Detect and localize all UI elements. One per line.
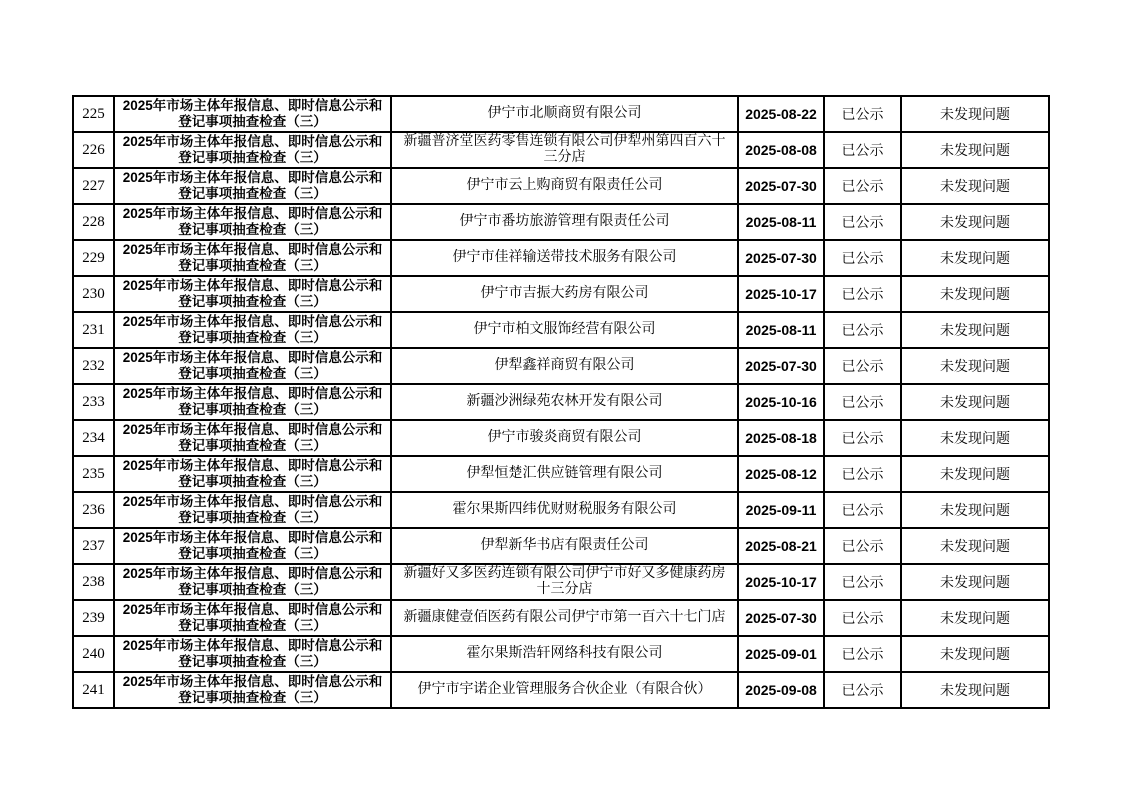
result-cell: 未发现问题: [901, 276, 1049, 312]
task-name-cell: 2025年市场主体年报信息、即时信息公示和登记事项抽查检查（三）: [114, 636, 391, 672]
table-row: [73, 672, 1049, 708]
row-number-cell: 226: [73, 132, 114, 168]
publish-date-cell: 2025-08-11: [738, 204, 824, 240]
company-name-cell: 伊宁市吉振大药房有限公司: [391, 276, 738, 312]
task-name-cell: 2025年市场主体年报信息、即时信息公示和登记事项抽查检查（三）: [114, 348, 391, 384]
result-cell: 未发现问题: [901, 456, 1049, 492]
publish-date-cell: 2025-08-22: [738, 96, 824, 132]
status-cell: 已公示: [824, 420, 901, 456]
result-cell: 未发现问题: [901, 132, 1049, 168]
company-name-cell: 新疆沙洲绿苑农林开发有限公司: [391, 384, 738, 420]
task-name-cell: 2025年市场主体年报信息、即时信息公示和登记事项抽查检查（三）: [114, 672, 391, 708]
table-row: [73, 96, 1049, 132]
row-number-cell: 238: [73, 564, 114, 600]
task-name-cell: 2025年市场主体年报信息、即时信息公示和登记事项抽查检查（三）: [114, 492, 391, 528]
publish-date-cell: 2025-08-21: [738, 528, 824, 564]
company-name-cell: 伊宁市番坊旅游管理有限责任公司: [391, 204, 738, 240]
status-cell: 已公示: [824, 600, 901, 636]
table-row: [73, 456, 1049, 492]
result-cell: 未发现问题: [901, 600, 1049, 636]
row-number-cell: 232: [73, 348, 114, 384]
row-number-cell: 230: [73, 276, 114, 312]
result-cell: 未发现问题: [901, 672, 1049, 708]
status-cell: 已公示: [824, 204, 901, 240]
publish-date-cell: 2025-08-12: [738, 456, 824, 492]
status-cell: 已公示: [824, 348, 901, 384]
publish-date-cell: 2025-09-11: [738, 492, 824, 528]
table-row: [73, 348, 1049, 384]
company-name-cell: 伊宁市云上购商贸有限责任公司: [391, 168, 738, 204]
publish-date-cell: 2025-10-17: [738, 276, 824, 312]
table-row: [73, 240, 1049, 276]
publish-date-cell: 2025-08-08: [738, 132, 824, 168]
table-row: [73, 276, 1049, 312]
result-cell: 未发现问题: [901, 348, 1049, 384]
publish-date-cell: 2025-09-08: [738, 672, 824, 708]
status-cell: 已公示: [824, 384, 901, 420]
status-cell: 已公示: [824, 456, 901, 492]
status-cell: 已公示: [824, 168, 901, 204]
status-cell: 已公示: [824, 492, 901, 528]
company-name-cell: 伊犁鑫祥商贸有限公司: [391, 348, 738, 384]
status-cell: 已公示: [824, 672, 901, 708]
company-name-cell: 霍尔果斯四纬优财财税服务有限公司: [391, 492, 738, 528]
publish-date-cell: 2025-09-01: [738, 636, 824, 672]
row-number-cell: 231: [73, 312, 114, 348]
task-name-cell: 2025年市场主体年报信息、即时信息公示和登记事项抽查检查（三）: [114, 204, 391, 240]
company-name-cell: 新疆好又多医药连锁有限公司伊宁市好又多健康药房十三分店: [391, 564, 738, 600]
task-name-cell: 2025年市场主体年报信息、即时信息公示和登记事项抽查检查（三）: [114, 240, 391, 276]
task-name-cell: 2025年市场主体年报信息、即时信息公示和登记事项抽查检查（三）: [114, 420, 391, 456]
result-cell: 未发现问题: [901, 636, 1049, 672]
table-row: [73, 564, 1049, 600]
company-name-cell: 霍尔果斯浩轩网络科技有限公司: [391, 636, 738, 672]
publish-date-cell: 2025-07-30: [738, 240, 824, 276]
task-name-cell: 2025年市场主体年报信息、即时信息公示和登记事项抽查检查（三）: [114, 456, 391, 492]
table-row: [73, 636, 1049, 672]
result-cell: 未发现问题: [901, 492, 1049, 528]
result-cell: 未发现问题: [901, 240, 1049, 276]
status-cell: 已公示: [824, 636, 901, 672]
row-number-cell: 239: [73, 600, 114, 636]
table-row: [73, 204, 1049, 240]
publish-date-cell: 2025-10-16: [738, 384, 824, 420]
company-name-cell: 伊宁市柏文服饰经营有限公司: [391, 312, 738, 348]
task-name-cell: 2025年市场主体年报信息、即时信息公示和登记事项抽查检查（三）: [114, 384, 391, 420]
result-cell: 未发现问题: [901, 564, 1049, 600]
publish-date-cell: 2025-10-17: [738, 564, 824, 600]
result-cell: 未发现问题: [901, 168, 1049, 204]
company-name-cell: 新疆康健壹佰医药有限公司伊宁市第一百六十七门店: [391, 600, 738, 636]
row-number-cell: 228: [73, 204, 114, 240]
company-name-cell: 新疆普济堂医药零售连锁有限公司伊犁州第四百六十三分店: [391, 132, 738, 168]
row-number-cell: 233: [73, 384, 114, 420]
task-name-cell: 2025年市场主体年报信息、即时信息公示和登记事项抽查检查（三）: [114, 132, 391, 168]
company-name-cell: 伊犁新华书店有限责任公司: [391, 528, 738, 564]
task-name-cell: 2025年市场主体年报信息、即时信息公示和登记事项抽查检查（三）: [114, 600, 391, 636]
publish-date-cell: 2025-08-11: [738, 312, 824, 348]
row-number-cell: 240: [73, 636, 114, 672]
task-name-cell: 2025年市场主体年报信息、即时信息公示和登记事项抽查检查（三）: [114, 528, 391, 564]
publish-date-cell: 2025-07-30: [738, 348, 824, 384]
result-cell: 未发现问题: [901, 312, 1049, 348]
table-row: [73, 600, 1049, 636]
status-cell: 已公示: [824, 96, 901, 132]
status-cell: 已公示: [824, 276, 901, 312]
publish-date-cell: 2025-07-30: [738, 600, 824, 636]
company-name-cell: 伊宁市骏炎商贸有限公司: [391, 420, 738, 456]
result-cell: 未发现问题: [901, 420, 1049, 456]
table-row: [73, 312, 1049, 348]
row-number-cell: 237: [73, 528, 114, 564]
task-name-cell: 2025年市场主体年报信息、即时信息公示和登记事项抽查检查（三）: [114, 312, 391, 348]
result-cell: 未发现问题: [901, 384, 1049, 420]
table-row: [73, 168, 1049, 204]
result-cell: 未发现问题: [901, 528, 1049, 564]
status-cell: 已公示: [824, 528, 901, 564]
row-number-cell: 241: [73, 672, 114, 708]
status-cell: 已公示: [824, 240, 901, 276]
result-cell: 未发现问题: [901, 96, 1049, 132]
row-number-cell: 227: [73, 168, 114, 204]
company-name-cell: 伊宁市北顺商贸有限公司: [391, 96, 738, 132]
result-cell: 未发现问题: [901, 204, 1049, 240]
table-row: [73, 384, 1049, 420]
table-row: [73, 492, 1049, 528]
row-number-cell: 235: [73, 456, 114, 492]
task-name-cell: 2025年市场主体年报信息、即时信息公示和登记事项抽查检查（三）: [114, 564, 391, 600]
task-name-cell: 2025年市场主体年报信息、即时信息公示和登记事项抽查检查（三）: [114, 168, 391, 204]
row-number-cell: 229: [73, 240, 114, 276]
company-name-cell: 伊犁恒楚汇供应链管理有限公司: [391, 456, 738, 492]
publish-date-cell: 2025-07-30: [738, 168, 824, 204]
status-cell: 已公示: [824, 564, 901, 600]
row-number-cell: 225: [73, 96, 114, 132]
status-cell: 已公示: [824, 312, 901, 348]
task-name-cell: 2025年市场主体年报信息、即时信息公示和登记事项抽查检查（三）: [114, 96, 391, 132]
table-row: [73, 420, 1049, 456]
publish-date-cell: 2025-08-18: [738, 420, 824, 456]
status-cell: 已公示: [824, 132, 901, 168]
inspection-results-table: [72, 95, 1050, 709]
company-name-cell: 伊宁市佳祥输送带技术服务有限公司: [391, 240, 738, 276]
table-row: [73, 132, 1049, 168]
table-row: [73, 528, 1049, 564]
row-number-cell: 236: [73, 492, 114, 528]
task-name-cell: 2025年市场主体年报信息、即时信息公示和登记事项抽查检查（三）: [114, 276, 391, 312]
row-number-cell: 234: [73, 420, 114, 456]
company-name-cell: 伊宁市宇诺企业管理服务合伙企业（有限合伙）: [391, 672, 738, 708]
